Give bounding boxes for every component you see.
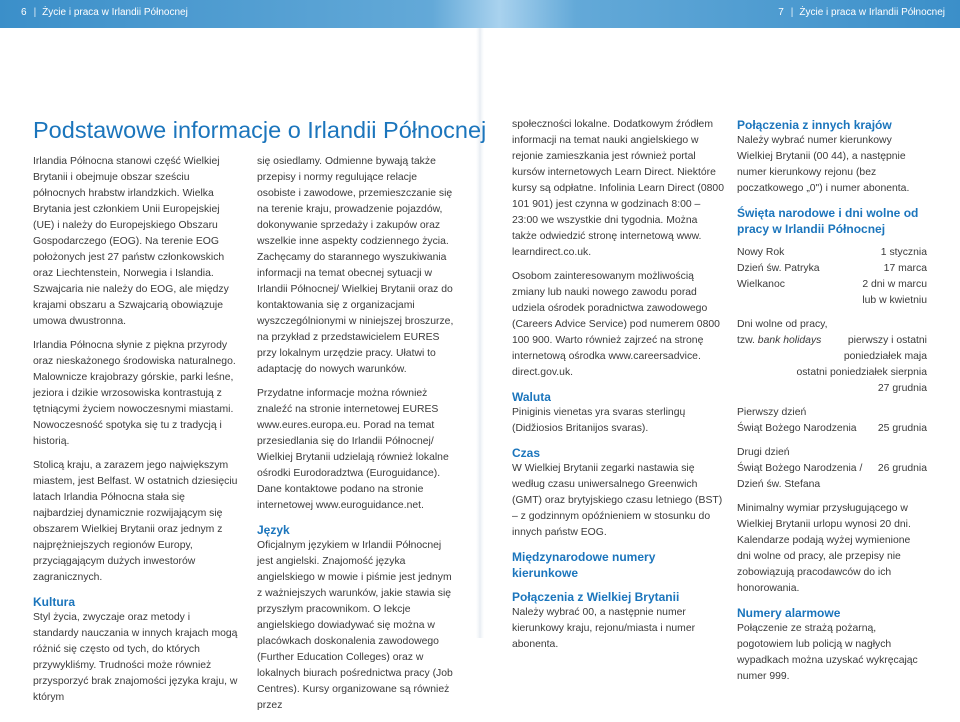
holiday-date: 17 marca — [883, 263, 927, 274]
paragraph: społeczności lokalne. Dodatkowym źródłem informacji na temat nauki angielskiego w rejonie zamieszkania jest również portal kursów internetowych Learn Direct. Niektóre kursy są odpłatne. Infolinia Learn Direct (0800 101 901) jest czynna w godzinach 8:00 – 23:00 we wszystkie dni tygodnia. Można także odwiedzić stronę internetową www. learndirect.co.uk. — [512, 119, 724, 258]
section-heading-polaczenia-z-wb: Połączenia z Wielkiej Brytanii — [512, 590, 680, 604]
header-right — [778, 7, 945, 18]
paragraph: Osobom zainteresowanym możliwością zmiany lub nauki nowego zawodu porad udziela ośrodek poradnictwa zawodowego (Careers Advice Service) pod numerem 0800 100 900. Warto również zajrzeć na stronę internetową ośrodka www.careersadvice. direct.gov.uk. — [512, 271, 720, 378]
running-title-right: Życie i praca w Irlandii Północnej — [799, 7, 945, 18]
section-heading-swieta: Święta narodowe i dni wolne od pracy w Irlandii Północnej — [737, 206, 919, 236]
holiday-row — [737, 333, 927, 349]
holiday-row — [737, 421, 927, 437]
section-heading-jezyk: Język — [257, 523, 290, 537]
holiday-name: Dni wolne od pracy, — [737, 319, 828, 330]
holiday-date: pierwszy i ostatni — [847, 335, 927, 346]
column-3 — [512, 117, 724, 661]
holiday-row — [737, 245, 927, 261]
holiday-name: Drugi dzień — [737, 447, 790, 458]
paragraph: Połączenie ze strażą pożarną, pogotowiem lub policją w nagłych wypadkach można uzyskać wykręcając numer 999. — [737, 623, 918, 682]
page-number-left: 6 — [21, 7, 27, 18]
header-divider: | — [33, 7, 37, 18]
holiday-date-continued: poniedziałek maja — [843, 351, 927, 362]
holiday-name: Dzień św. Stefana — [737, 479, 821, 490]
section-heading-numery-alarmowe: Numery alarmowe — [737, 606, 841, 620]
holiday-name: Pierwszy dzień — [737, 407, 807, 418]
holiday-name: Świąt Bożego Narodzenia — [737, 423, 857, 434]
spacer — [737, 237, 927, 245]
paragraph: Należy wybrać 00, a następnie numer kierunkowy kraju, rejonu/miasta i numer abonenta. — [512, 607, 696, 650]
holiday-date-continued: ostatni poniedziałek sierpnia — [796, 367, 927, 378]
page-title: Podstawowe informacje o Irlandii Północnej — [33, 117, 487, 143]
holiday-name — [737, 333, 821, 349]
holiday-date: 26 grudnia — [877, 463, 927, 474]
page-number-right: 7 — [778, 7, 784, 18]
holiday-christmas — [737, 405, 927, 437]
column-1 — [33, 154, 238, 714]
holiday-name: Nowy Rok — [737, 247, 785, 258]
holiday-name-prefix: tzw. — [737, 335, 758, 346]
header-divider: | — [790, 7, 794, 18]
holiday-name: Dzień św. Patryka — [737, 263, 820, 274]
column-4 — [737, 117, 927, 693]
holiday-list — [737, 245, 927, 309]
holiday-row — [737, 461, 927, 477]
holiday-row — [737, 261, 927, 277]
paragraph: Należy wybrać numer kierunkowy Wielkiej Brytanii (00 44), a następnie numer kierunkowy rejonu (bez poczatkowego „0") i numer abonenta. — [737, 135, 910, 194]
holiday-row — [737, 277, 927, 293]
holiday-date: 2 dni w marcu — [862, 279, 927, 290]
section-heading-polaczenia-z-innych: Połączenia z innych krajów — [737, 118, 892, 132]
holiday-name: Świąt Bożego Narodzenia / — [737, 463, 863, 474]
holiday-date: 1 stycznia — [880, 247, 927, 258]
holiday-date-continued: lub w kwietniu — [862, 295, 927, 306]
paragraph: Stolicą kraju, a zarazem jego największym miastem, jest Belfast. W ostatnich dziesięciu latach Irlandia Północna stała się najbardziej dynamicznie rozwijającym się obszarem Wielkiej Brytanii oraz jednym z najprężniejszych regionów Europy, przyciągającym dużych inwestorów zagranicznych. — [33, 460, 238, 583]
column-2 — [257, 154, 457, 722]
holiday-bank-holidays — [737, 317, 927, 397]
paragraph: Piniginis vienetas yra svaras sterlingų (Didžiosios Britanijos svaras). — [512, 407, 686, 434]
section-heading-kultura: Kultura — [33, 595, 75, 609]
section-heading-numery: Międzynarodowe numery kierunkowe — [512, 550, 656, 580]
holiday-name-italic: bank holidays — [757, 335, 822, 346]
section-heading-waluta: Waluta — [512, 390, 551, 404]
holiday-name: Wielkanoc — [737, 279, 785, 290]
paragraph: Minimalny wymiar przysługującego w Wielkiej Brytanii urlopu wynosi 20 dni. Kalendarze podają wyżej wymienione dni wolne od pracy, ale przepisy nie zobowiązują pracodawców do ich honorowania. — [737, 503, 911, 594]
holiday-date: 25 grudnia — [877, 423, 927, 434]
paragraph: Irlandia Północna słynie z piękna przyrody oraz nieskażonego środowiska naturalnego. Malownicze krajobrazy górskie, parki leśne, jeziora i dzikie wrzosowiska kontrastują z tętniącymi życiem nowoczesnymi miastami. Nowoczesność spotyka się tu z tradycją i historią. — [33, 340, 236, 447]
spacer — [512, 581, 724, 589]
header-left — [21, 7, 188, 18]
running-title-left: Życie i praca w Irlandii Północnej — [42, 7, 188, 18]
section-heading-czas: Czas — [512, 446, 541, 460]
holiday-date-continued: 27 grudnia — [877, 383, 927, 394]
paragraph: Styl życia, zwyczaje oraz metody i standardy nauczania w innych krajach mogą różnić się często od tych, do których przywykliśmy. Trudności może również przysporzyć brak znajomości języka kraju, w którym — [33, 612, 238, 703]
paragraph: Przydatne informacje można również znaleźć na stronie internetowej EURES www.eures.europa.eu. Porad na temat przesiedlania się do Irlandii Północnej/ Wielkiej Brytanii udzielają również lokalne ośrodki Eurodoradztwa (Euroguidance). Dane kontaktowe podano na stronie internetowej www.euroguidance.net. — [257, 388, 449, 511]
paragraph: W Wielkiej Brytanii zegarki nastawia się według czasu uniwersalnego Greenwich (GMT) oraz brytyjskiego czasu letniego (BST) – z godzinnym opóźnieniem w stosunku do innych państw EOG. — [512, 463, 723, 538]
paragraph: Irlandia Północna stanowi część Wielkiej Brytanii i obejmuje obszar sześciu północnych hrabstw irlandzkich. Wielka Brytania jest członkiem Unii Europejskiej (UE) i należy do Europejskiego Obszaru Gospodarczego (EOG). Na terenie EOG położonych jest 27 państw członkowskich oraz Liechtenstein, Norwegia i Islandia. Szwajcaria nie należy do EOG, ale między krajami obszaru a Szwajcarią obowiązuje umowa dwustronna. — [33, 156, 229, 327]
holiday-boxing-day — [737, 445, 927, 493]
paragraph: Oficjalnym językiem w Irlandii Północnej jest angielski. Znajomość języka angielskiego w mowie i piśmie jest jednym z ważniejszych warunków, jakie stawia się przyszłym pracownikom. O lekcje angielskiego dowiadywać się można w placówkach doskonalenia zawodowego (Further Education Colleges) oraz w lokalnych biurach pośrednictwa pracy (Job Centres). Kursy organizowane są również przez — [257, 540, 453, 711]
paragraph: się osiedlamy. Odmienne bywają także przepisy i normy regulujące relacje osobiste i zawodowe, przemieszczanie się na terenie kraju, prowadzenie pojazdów, dokonywanie sprzedaży i zakupów oraz wszelkie inne aspekty codziennego życia. Zachęcamy do starannego wyszukiwania informacji na temat obecnej sytuacji w Irlandii Północnej/ Wielkiej Brytanii oraz do kontaktowania się z organizacjami wyszczególnionymi w niniejszej broszurze, na przykład z przedstawicielem EURES przy lokalnym urzędzie pracy. Ułatwi to adaptację do nowych warunków. — [257, 156, 454, 375]
